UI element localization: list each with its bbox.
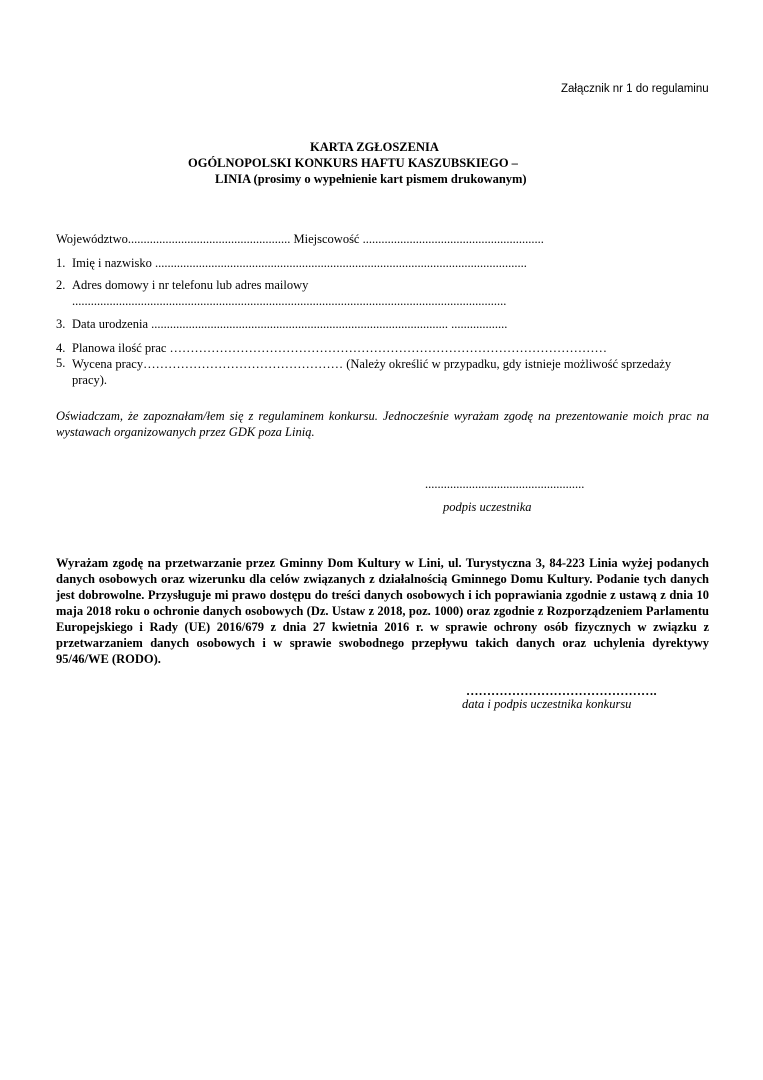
- signature-line[interactable]: ...................................................: [425, 477, 585, 491]
- works-number: 4.: [56, 341, 66, 355]
- address-field[interactable]: ...........................................................................................................................................: [72, 294, 507, 308]
- declaration: Oświadczam, że zapoznałam/łem się z regulaminem konkursu. Jednocześnie wyrażam zgodę na prezentowanie moich prac na wystawach organizowanych przez GDK poza Linią.: [56, 409, 709, 439]
- price-number: 5.: [56, 356, 66, 370]
- name-number: 1.: [56, 256, 66, 270]
- address-label: Adres domowy i nr telefonu lub adres mailowy: [72, 278, 309, 292]
- attachment-note: Załącznik nr 1 do regulaminu: [561, 83, 709, 95]
- final-signature-line[interactable]: ……………………………………….: [466, 684, 657, 698]
- birth-date-field[interactable]: Data urodzenia ............................................................................................... ..................: [72, 317, 508, 331]
- data-consent: Wyrażam zgodę na przetwarzanie przez Gminny Dom Kultury w Lini, ul. Turystyczna 3, 84-223 Linia wyżej podanych danych osobowych oraz wizerunku dla celów związanych z działalnością Gminnego Domu Kultury. Podanie tych danych jest dobrowolne. Przysługuje mi prawo dostępu do treści danych osobowych i ich poprawiania zgodnie z ustawą z dnia 10 maja 2018 roku o ochronie danych osobowych (Dz. Ustaw z 2018, poz. 1000) oraz zgodnie z Rozporządzeniem Parlamentu Europejskiego i Rady (UE) 2016/679 z dnia 27 kwietnia 2016 r. w sprawie ochrony osób fizycznych w związku z przetwarzaniem danych osobowych i w sprawie swobodnego przepływu takich danych oraz uchylenia dyrektywy 95/46/WE (RODO).: [56, 556, 709, 666]
- final-signature-label: data i podpis uczestnika konkursu: [462, 697, 632, 711]
- form-instructions: LINIA (prosimy o wypełnienie kart pismem drukowanym): [215, 172, 527, 186]
- address-number: 2.: [56, 278, 66, 292]
- contest-name: OGÓLNOPOLSKI KONKURS HAFTU KASZUBSKIEGO –: [188, 156, 518, 170]
- name-field[interactable]: Imię i nazwisko .......................................................................................................................: [72, 256, 527, 270]
- planned-works-field[interactable]: Planowa ilość prac ……………………………………………………………………………………………: [72, 341, 608, 355]
- signature-label: podpis uczestnika: [443, 500, 532, 514]
- birth-number: 3.: [56, 317, 66, 331]
- form-title: KARTA ZGŁOSZENIA: [310, 140, 439, 154]
- region-field[interactable]: Województwo.................................................... Miejscowość ..........................................................: [56, 232, 544, 246]
- price-field[interactable]: Wycena pracy………………………………………… (Należy określić w przypadku, gdy istnieje możliwość sprzedaży pracy).: [72, 357, 672, 387]
